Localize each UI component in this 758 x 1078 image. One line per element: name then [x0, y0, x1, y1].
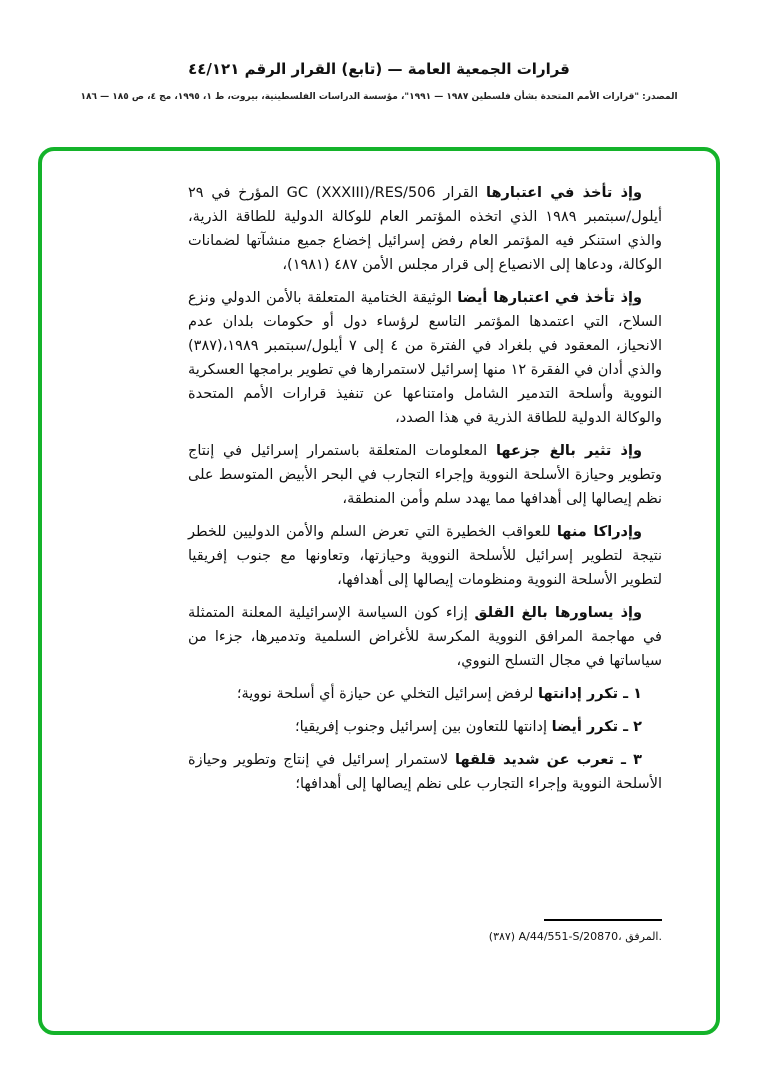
paragraph-preamble-2	[188, 286, 662, 430]
resolution-text	[188, 181, 662, 805]
document-title: قرارات الجمعية العامة — (تابع) القرار الرقم ٤٤/١٢١	[188, 60, 570, 78]
paragraph-body: لرفض إسرائيل التخلي عن حيازة أي أسلحة نووية؛	[236, 686, 539, 702]
paragraph-lead: وإذ يساورها بالغ القلق	[474, 605, 642, 621]
paragraph-body: لاستمرار إسرائيل في إنتاج وتطوير وحيازة الأسلحة النووية وإجراء التجارب على نظم إيصالها إلى أهدافها؛	[188, 752, 662, 792]
paragraph-operative-1	[188, 682, 662, 706]
paragraph-operative-2	[188, 715, 662, 739]
paragraph-lead: وإذ تثير بالغ جزعها	[495, 443, 642, 459]
paragraph-lead: وإذ تأخذ في اعتبارها أيضا	[457, 290, 642, 306]
document-header	[0, 60, 758, 102]
paragraph-lead: ١ ـ تكرر إدانتها	[538, 686, 642, 702]
paragraph-lead: وإذ تأخذ في اعتبارها	[486, 185, 642, 201]
paragraph-body: للعواقب الخطيرة التي تعرض السلم والأمن الدوليين للخطر نتيجة لتطوير إسرائيل للأسلحة النووية وحيازتها، وتعاونها مع جنوب إفريقيا لتطوير الأسلحة النووية ومنظومات إيصالها إلى أهدافها،	[188, 524, 662, 588]
footnote-text: (٣٨٧) A/44/551-S/20870، المرفق.	[488, 930, 662, 943]
paragraph-lead: ٣ ـ تعرب عن شديد قلقها	[455, 752, 643, 768]
paragraph-body: إزاء كون السياسة الإسرائيلية المعلنة المتمثلة في مهاجمة المرافق النووية المكرسة للأغراض السلمية وتدميرها، جزءا من سياساتها في مجال التسلح النووي،	[188, 605, 662, 669]
paragraph-body: إدانتها للتعاون بين إسرائيل وجنوب إفريقيا؛	[295, 719, 552, 735]
paragraph-body: الوثيقة الختامية المتعلقة بالأمن الدولي ونزع السلاح، التي اعتمدها المؤتمر التاسع لرؤساء دول أو حكومات بلدان عدم الانحياز، المعقود في بلغراد في الفترة من ٤ إلى ٧ أيلول/سبتمبر ١٩٨٩،(٣٨٧) والذي أدان في الفقرة ١٢ منها إسرائيل لاستمرارها في تطوير برامجها العسكرية النووية وأسلحة التدمير الشامل وامتناعها عن تنفيذ قرارات الأمم المتحدة والوكالة الدولية للطاقة الذرية في هذا الصدد،	[188, 290, 662, 426]
source-line: المصدر: "قرارات الأمم المتحدة بشأن فلسطين ١٩٨٧ — ١٩٩١"، مؤسسة الدراسات الفلسطينية، بيروت، ط ١، ١٩٩٥، مج ٤، ص ١٨٥ — ١٨٦	[80, 92, 678, 102]
content-border-box	[38, 147, 720, 1035]
paragraph-preamble-3	[188, 439, 662, 511]
paragraph-preamble-5	[188, 601, 662, 673]
paragraph-operative-3	[188, 748, 662, 796]
paragraph-lead: وإدراكا منها	[556, 524, 642, 540]
paragraph-body: المعلومات المتعلقة باستمرار إسرائيل في إنتاج وتطوير وحيازة الأسلحة النووية وإجراء التجارب في البحر الأبيض المتوسط على نظم إيصالها إلى أهدافها مما يهدد سلم وأمن المنطقة،	[188, 443, 662, 507]
paragraph-preamble-4	[188, 520, 662, 592]
footnote-rule	[544, 919, 662, 921]
paragraph-body: القرار GC (XXXIII)/RES/506 المؤرخ في ٢٩ أيلول/سبتمبر ١٩٨٩ الذي اتخذه المؤتمر العام للوكالة الدولية للطاقة الذرية، والذي استنكر فيه المؤتمر العام رفض إسرائيل إخضاع جميع منشآتها لضمانات الوكالة، ودعاها إلى الانصياع إلى قرار مجلس الأمن ٤٨٧ (١٩٨١)،	[188, 185, 662, 273]
paragraph-lead: ٢ ـ تكرر أيضا	[551, 719, 642, 735]
paragraph-preamble-1	[188, 181, 662, 277]
footnote	[188, 919, 662, 943]
